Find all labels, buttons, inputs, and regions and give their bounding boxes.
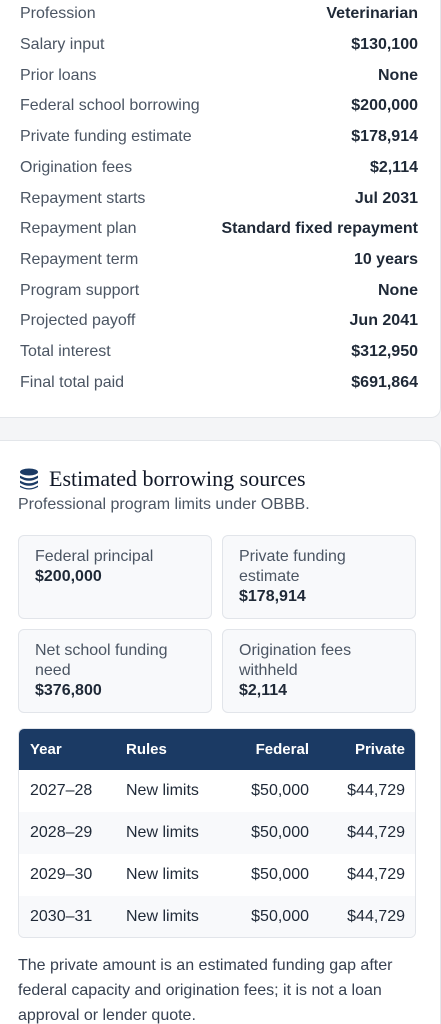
stat-value: $200,000 xyxy=(35,568,102,585)
table-row xyxy=(19,896,415,938)
summary-label: Total interest xyxy=(20,342,111,360)
cell-federal: $50,000 xyxy=(251,866,309,883)
cell-year: 2028–29 xyxy=(30,824,93,841)
summary-value: None xyxy=(378,66,418,84)
summary-row-total-interest xyxy=(20,336,418,367)
borrowing-table xyxy=(18,728,416,938)
cell-federal: $50,000 xyxy=(251,824,309,841)
column-header-year: Year xyxy=(30,741,62,758)
cell-year: 2027–28 xyxy=(30,782,93,799)
summary-value: Veterinarian xyxy=(326,4,418,22)
summary-label: Program support xyxy=(20,281,140,299)
summary-row-repayment-term xyxy=(20,244,418,275)
summary-row-program-support xyxy=(20,275,418,306)
stat-label: Net school funding need xyxy=(35,642,168,679)
summary-row-projected-payoff xyxy=(20,305,418,336)
summary-row-prior-loans xyxy=(20,60,418,91)
cell-private: $44,729 xyxy=(347,866,405,883)
cell-private: $44,729 xyxy=(347,908,405,925)
cell-year: 2030–31 xyxy=(30,908,93,925)
cell-rules: New limits xyxy=(126,824,199,841)
summary-label: Final total paid xyxy=(20,373,125,391)
summary-value: $312,950 xyxy=(351,342,418,360)
stat-net-funding-need xyxy=(18,629,212,713)
column-header-private: Private xyxy=(354,741,405,758)
column-header-rules: Rules xyxy=(126,741,167,758)
summary-row-federal-borrowing xyxy=(20,90,418,121)
cell-rules: New limits xyxy=(126,866,199,883)
summary-value: Jul 2031 xyxy=(354,189,418,207)
cell-federal: $50,000 xyxy=(251,782,309,799)
summary-value: None xyxy=(378,281,418,299)
summary-value: $178,914 xyxy=(351,127,418,145)
summary-row-final-total xyxy=(20,367,418,398)
cell-rules: New limits xyxy=(126,908,199,925)
cell-federal: $50,000 xyxy=(251,908,309,925)
summary-value: $200,000 xyxy=(351,96,418,114)
section-header xyxy=(18,464,306,494)
stat-value: $178,914 xyxy=(239,588,306,605)
stat-value: $2,114 xyxy=(239,682,288,699)
summary-value: Standard fixed repayment xyxy=(221,219,418,237)
stat-origination-withheld xyxy=(222,629,416,713)
table-header xyxy=(19,729,415,770)
summary-value: $2,114 xyxy=(369,158,418,176)
summary-row-salary xyxy=(20,29,418,60)
section-subtitle: Professional program limits under OBBB. xyxy=(18,496,310,513)
summary-label: Repayment term xyxy=(20,250,139,268)
cell-private: $44,729 xyxy=(347,824,405,841)
summary-label: Private funding estimate xyxy=(20,127,192,145)
table-row xyxy=(19,770,415,812)
table-row xyxy=(19,812,415,854)
summary-label: Repayment plan xyxy=(20,219,137,237)
summary-label: Repayment starts xyxy=(20,189,146,207)
cell-rules: New limits xyxy=(126,782,199,799)
summary-value: 10 years xyxy=(353,250,418,268)
stat-federal-principal xyxy=(18,535,212,619)
summary-row-origination-fees xyxy=(20,152,418,183)
summary-label: Origination fees xyxy=(20,158,133,176)
cell-year: 2029–30 xyxy=(30,866,93,883)
summary-label: Salary input xyxy=(20,35,105,53)
table-row xyxy=(19,854,415,896)
summary-label: Projected payoff xyxy=(20,311,136,329)
column-header-federal: Federal xyxy=(255,741,309,758)
stat-private-estimate xyxy=(222,535,416,619)
summary-value: $691,864 xyxy=(351,373,418,391)
summary-row-repayment-plan xyxy=(20,213,418,244)
stat-label: Origination fees withheld xyxy=(239,642,352,679)
summary-label: Profession xyxy=(20,4,96,22)
summary-value: Jun 2041 xyxy=(349,311,418,329)
disclaimer-footnote: The private amount is an estimated funding gap after federal capacity and origination fees; it is not a loan approval or lender quote. xyxy=(18,957,393,1024)
cell-private: $44,729 xyxy=(347,782,405,799)
summary-label: Prior loans xyxy=(20,66,97,84)
summary-row-profession xyxy=(20,0,418,29)
summary-row-private-estimate xyxy=(20,121,418,152)
coins-icon xyxy=(18,467,40,491)
section-title: Estimated borrowing sources xyxy=(49,466,306,491)
stat-label: Federal principal xyxy=(35,548,154,565)
summary-value: $130,100 xyxy=(351,35,418,53)
summary-label: Federal school borrowing xyxy=(20,96,200,114)
stat-value: $376,800 xyxy=(35,682,102,699)
stat-label: Private funding estimate xyxy=(239,548,346,585)
summary-row-repayment-starts xyxy=(20,183,418,214)
